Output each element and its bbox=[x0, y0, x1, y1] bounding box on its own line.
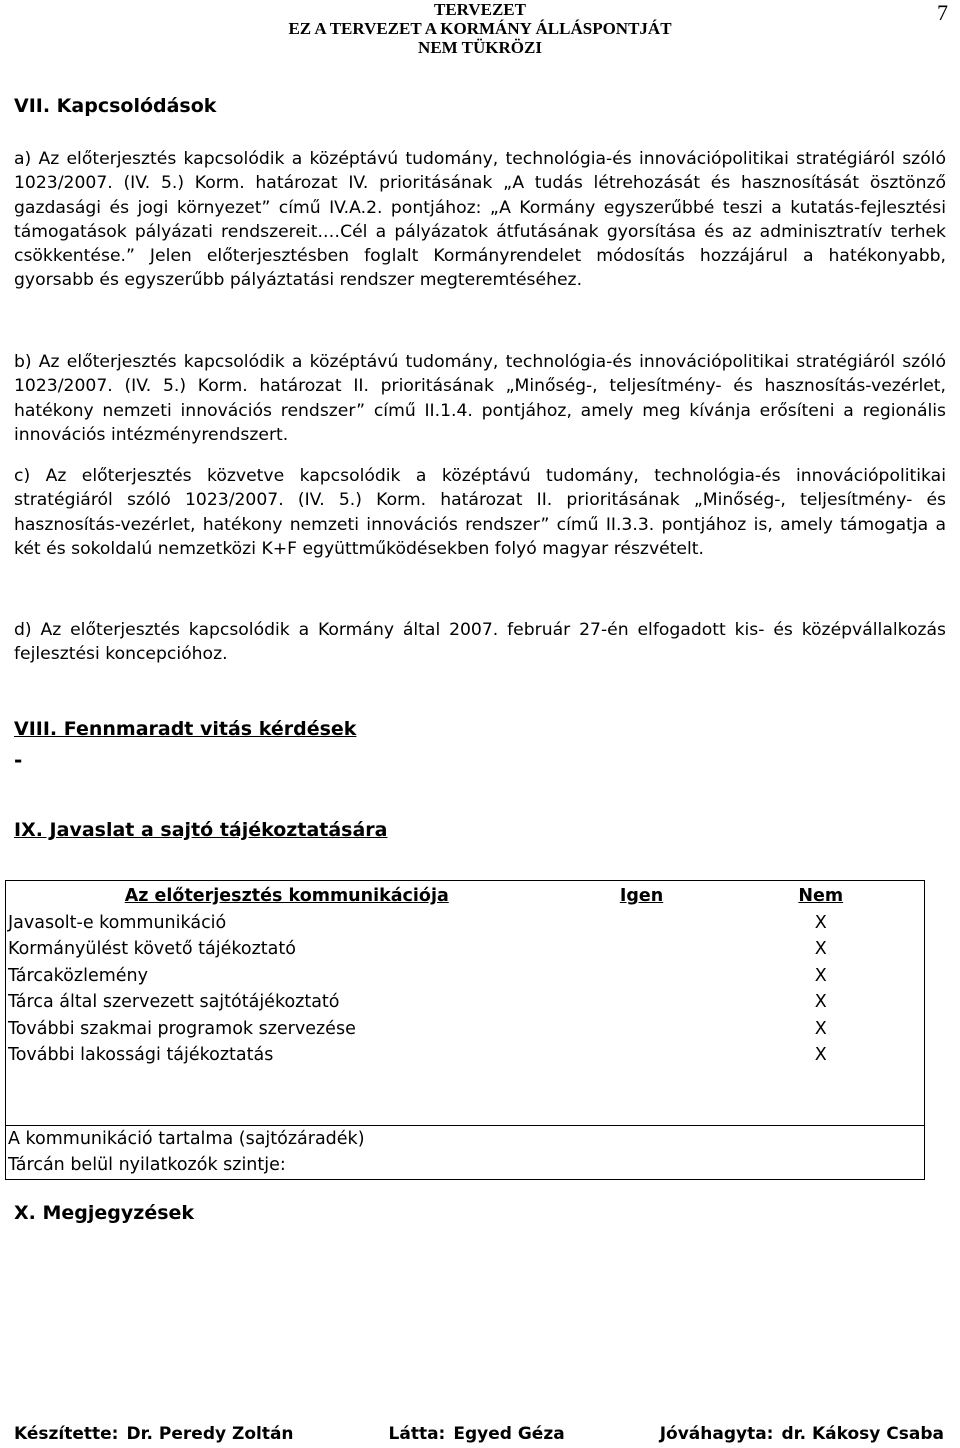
row-nem-mark: X bbox=[814, 1045, 827, 1065]
footer-approved-by bbox=[660, 1424, 944, 1444]
row-label: További lakossági tájékoztatás bbox=[8, 1045, 274, 1065]
table-header-row bbox=[6, 881, 925, 910]
row-nem-mark: X bbox=[814, 912, 827, 933]
row-label: További szakmai programok szervezése bbox=[8, 1018, 356, 1039]
section-7-paragraph-b: b) Az előterjesztés kapcsolódik a középtávú tudomány, technológia-és innovációpolitikai stratégiáról szóló 1023/2007. (IV. 5.) Korm. határozat II. prioritásának „Minőség-, teljesítmény- és hasznosítás-vezérlet, hatékony nemzeti innovációs rendszer” című II.1.4. pontjához, amely meg kívánja erősíteni a regionális innovációs intézményrendszert. bbox=[14, 352, 946, 445]
table-header-igen-text: Igen bbox=[619, 886, 664, 906]
table-spacer-cell bbox=[6, 1069, 925, 1126]
footer-approved-name: dr. Kákosy Csaba bbox=[781, 1424, 944, 1444]
section-8-title-text: VIII. Fennmaradt vitás kérdések bbox=[14, 718, 357, 740]
row-igen-mark bbox=[566, 1016, 716, 1043]
row-igen-mark bbox=[566, 910, 716, 937]
row-label: Kormányülést követő tájékoztató bbox=[8, 939, 296, 959]
table-row bbox=[6, 1042, 925, 1069]
section-7-paragraph-c: c) Az előterjesztés közvetve kapcsolódik a középtávú tudomány, technológia-és innovációpolitikai stratégiáról szóló 1023/2007. (IV. 5.) Korm. határozat II. prioritásának „Minőség-, teljesítmény- és hasznosítás-vezérlet, hatékony nemzeti innovációs rendszer” című II.3.3. pontjához is, amely támogatja a két és sokoldalú nemzetközi K+F együttműködésekben folyó magyar részvételt. bbox=[14, 466, 946, 559]
section-9-title bbox=[14, 819, 388, 842]
row-nem-mark: X bbox=[814, 939, 827, 959]
footer-seen-name: Egyed Géza bbox=[453, 1424, 565, 1444]
section-10-title: X. Megjegyzések bbox=[14, 1202, 195, 1224]
row-nem-mark: X bbox=[814, 1018, 827, 1039]
footer-prepared-by bbox=[14, 1424, 294, 1444]
header-draft-label: TERVEZET bbox=[434, 0, 526, 19]
row-label: Tárca által szervezett sajtótájékoztató bbox=[8, 992, 340, 1012]
row-nem-mark: X bbox=[814, 992, 827, 1012]
communication-content-label: A kommunikáció tartalma (sajtózáradék) bbox=[6, 1125, 925, 1152]
document-footer bbox=[14, 1424, 944, 1444]
table-row bbox=[6, 989, 925, 1016]
footer-approved-label: Jóváhagyta: bbox=[659, 1424, 774, 1444]
row-nem-mark: X bbox=[814, 965, 827, 986]
section-9-title-text: IX. Javaslat a sajtó tájékoztatására bbox=[14, 819, 388, 841]
document-header bbox=[0, 0, 960, 57]
footer-seen-by bbox=[389, 1424, 565, 1444]
table-row bbox=[6, 910, 925, 937]
header-disclaimer-line2: NEM TÜKRÖZI bbox=[418, 38, 542, 57]
page-number: 7 bbox=[937, 0, 948, 25]
table-header-nem-text: Nem bbox=[798, 886, 844, 906]
row-igen-mark bbox=[566, 989, 716, 1016]
section-7-title: VII. Kapcsolódások bbox=[14, 95, 217, 117]
section-7-paragraph-a: a) Az előterjesztés kapcsolódik a középtávú tudomány, technológia-és innovációpolitikai stratégiáról szóló 1023/2007. (IV. 5.) Korm. határozat IV. prioritásának „A tudás létrehozását és hasznosítását ösztönző gazdasági és jogi környezet” című IV.A.2. pontjához: „A Kormány egyszerűbbé teszi a kutatás-fejlesztési támogatások pályázati rendszereit.…Cél a pályázatok átfutásának gyorsítása és az adminisztratív terhek csökkentése.” Jelen előterjesztésben foglalt Kormányrendelet módosítás hozzájárul a hatékonyabb, gyorsabb és egyszerűbb pályáztatási rendszer megteremtéséhez. bbox=[14, 149, 946, 291]
table-content-row bbox=[6, 1125, 925, 1152]
table-header-nem bbox=[716, 881, 925, 910]
table-row bbox=[6, 1016, 925, 1043]
table-header-communication-text: Az előterjesztés kommunikációja bbox=[124, 886, 449, 906]
table-header-communication bbox=[6, 881, 566, 910]
row-igen-mark bbox=[566, 936, 716, 963]
table-header-igen bbox=[566, 881, 716, 910]
footer-prepared-label: Készítette: bbox=[14, 1424, 119, 1444]
header-disclaimer-line1: EZ A TERVEZET A KORMÁNY ÁLLÁSPONTJÁT bbox=[288, 19, 672, 38]
section-8-title bbox=[14, 718, 356, 741]
footer-seen-label: Látta: bbox=[388, 1424, 446, 1444]
table-speakers-row bbox=[6, 1152, 925, 1179]
row-label: Javasolt-e kommunikáció bbox=[8, 912, 227, 933]
section-7-paragraph-d: d) Az előterjesztés kapcsolódik a Kormány által 2007. február 27-én elfogadott kis- és középvállalkozás fejlesztési koncepcióhoz. bbox=[14, 620, 946, 665]
footer-prepared-name: Dr. Peredy Zoltán bbox=[126, 1424, 294, 1444]
row-label: Tárcaközlemény bbox=[8, 965, 148, 986]
section-8-content: - bbox=[14, 748, 23, 772]
row-igen-mark bbox=[566, 1042, 716, 1069]
row-igen-mark bbox=[566, 963, 716, 990]
table-row bbox=[6, 963, 925, 990]
table-row bbox=[6, 936, 925, 963]
speakers-level-label: Tárcán belül nyilatkozók szintje: bbox=[8, 1155, 286, 1175]
communication-table bbox=[5, 880, 925, 1180]
table-spacer-row bbox=[6, 1069, 925, 1126]
